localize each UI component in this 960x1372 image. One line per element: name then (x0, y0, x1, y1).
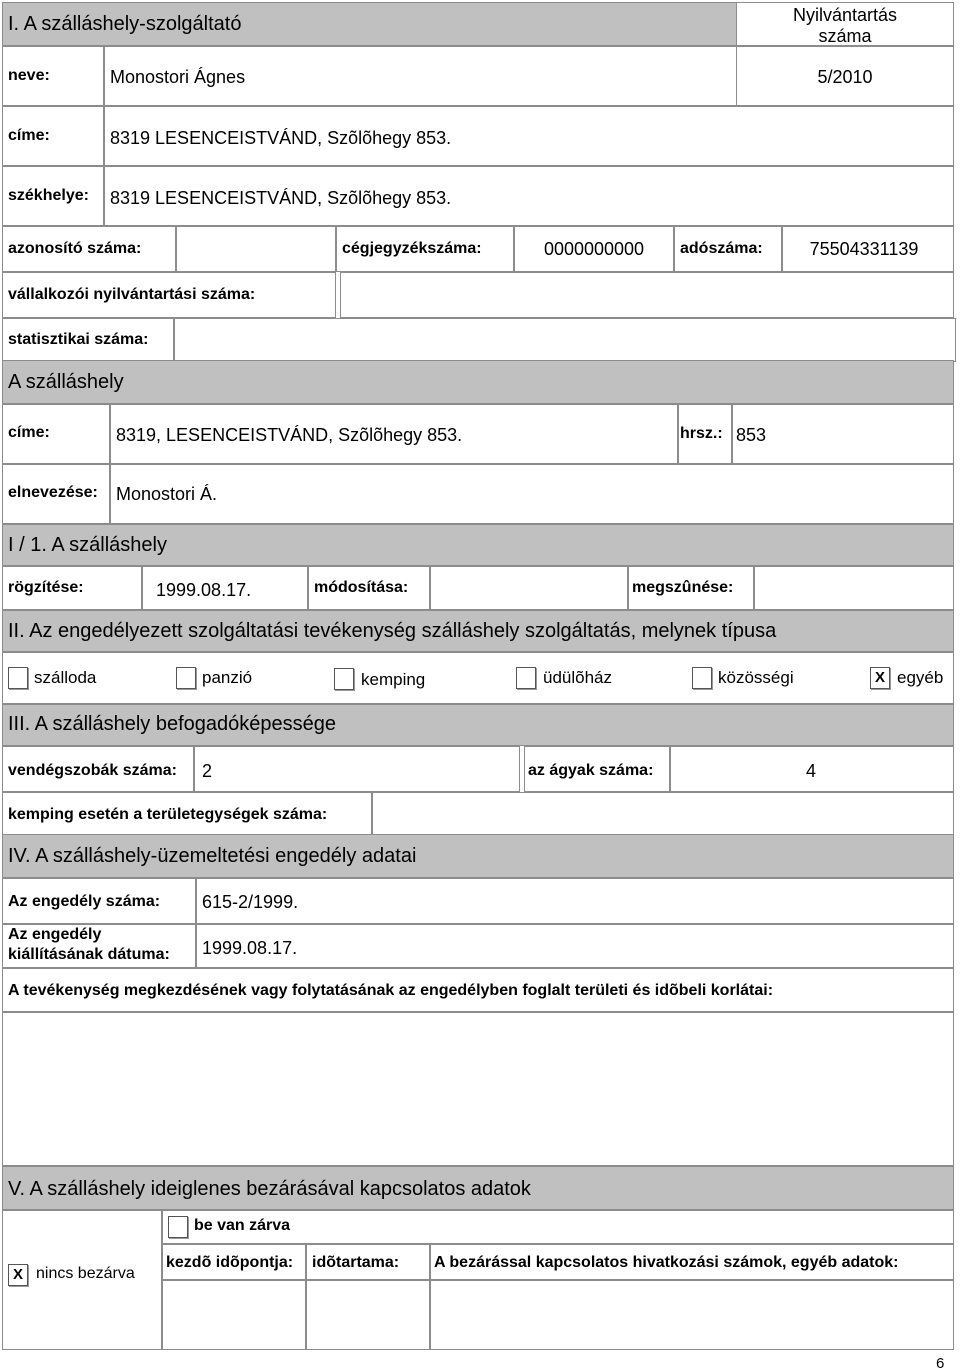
company-reg-label: cégjegyzékszáma: (342, 240, 482, 257)
page-number: 6 (936, 1355, 945, 1372)
entrepreneur-value-cell (340, 272, 954, 318)
company-reg-value: 0000000000 (543, 239, 645, 259)
issue-value: 1999.08.17. (202, 938, 298, 958)
restrictions-label: A tevékenység megkezdésének vagy folytatásának az engedélyben foglalt területi és idõbeli korlátai: (8, 982, 774, 999)
start-label: kezdõ idõpontja: (166, 1254, 294, 1271)
acc-address-value: 8319, LESENCEISTVÁND, Szõlõhegy 853. (116, 425, 463, 445)
registry-label-line1: Nyilvántartás (792, 5, 898, 25)
stat-value-cell (174, 318, 956, 362)
camping-value-cell (372, 792, 954, 836)
duration-value-cell (306, 1280, 430, 1350)
hrsz-value: 853 (736, 425, 767, 445)
acc-name-value: Monostori Á. (116, 484, 218, 504)
section1-1-title: I / 1. A szálláshely (8, 534, 167, 556)
type-label-kemping: kemping (361, 670, 426, 689)
acc-address-label: címe: (8, 424, 50, 441)
type-checkbox-kozossegi[interactable] (692, 667, 712, 689)
recorded-label: rögzítése: (8, 579, 84, 596)
type-checkbox-udulohaz[interactable] (516, 667, 536, 689)
type-checkbox-kemping[interactable] (334, 668, 354, 690)
section5-title: V. A szálláshely ideiglenes bezárásával kapcsolatos adatok (8, 1178, 531, 1200)
address-label: címe: (8, 127, 50, 144)
id-value-cell (176, 226, 336, 272)
section2-title: II. Az engedélyezett szolgáltatási tevékenység szálláshely szolgáltatás, melynek típusa (8, 620, 777, 642)
type-label-egyeb: egyéb (897, 668, 944, 687)
seat-label: székhelye: (8, 187, 89, 204)
permit-no-value-cell (196, 878, 954, 924)
accommodation-header (2, 360, 954, 404)
name-label: neve: (8, 67, 50, 84)
name-value: Monostori Ágnes (110, 67, 246, 87)
beds-value: 4 (806, 761, 817, 781)
acc-name-label: elnevezése: (8, 484, 98, 501)
ended-value-cell (754, 566, 954, 610)
permit-no-value: 615-2/1999. (202, 892, 299, 912)
type-label-szalloda: szálloda (34, 668, 97, 687)
id-label: azonosító száma: (8, 240, 142, 257)
refs-value-cell (430, 1280, 954, 1350)
section3-title: III. A szálláshely befogadóképessége (8, 713, 337, 735)
modified-value-cell (430, 566, 628, 610)
type-checkbox-egyeb[interactable]: X (870, 667, 890, 689)
restrictions-value-cell (2, 1012, 954, 1166)
beds-label: az ágyak száma: (528, 762, 654, 779)
tax-value: 75504331139 (809, 239, 919, 259)
hrsz-label: hrsz.: (680, 425, 723, 442)
closed-label: be van zárva (194, 1217, 291, 1234)
stat-label: statisztikai száma: (8, 331, 149, 348)
rooms-value: 2 (202, 761, 213, 781)
tax-label: adószáma: (680, 240, 763, 257)
types-row (2, 652, 954, 704)
registry-label-line2: száma (818, 26, 872, 46)
type-label-udulohaz: üdülõház (543, 668, 613, 687)
entrepreneur-label: vállalkozói nyilvántartási száma: (8, 286, 256, 303)
type-checkbox-szalloda[interactable] (8, 667, 28, 689)
type-label-panzio: panzió (202, 668, 253, 687)
address-value: 8319 LESENCEISTVÁND, Szõlõhegy 853. (110, 128, 452, 148)
recorded-value: 1999.08.17. (156, 580, 252, 600)
issue-label-line2: kiállításának dátuma: (8, 946, 170, 963)
ended-label: megszûnése: (632, 579, 734, 596)
refs-label: A bezárással kapcsolatos hivatkozási számok, egyéb adatok: (434, 1254, 899, 1271)
not-closed-checkbox[interactable]: X (8, 1264, 28, 1286)
rooms-label: vendégszobák száma: (8, 762, 177, 779)
permit-no-label: Az engedély száma: (8, 893, 161, 910)
rooms-value-cell (194, 746, 520, 792)
type-label-kozossegi: közösségi (718, 668, 794, 687)
closed-checkbox[interactable] (168, 1216, 188, 1238)
modified-label: módosítása: (314, 579, 409, 596)
camping-label: kemping esetén a területegységek száma: (8, 806, 328, 823)
issue-label-line1: Az engedély (8, 926, 102, 943)
duration-label: idõtartama: (312, 1254, 400, 1271)
start-value-cell (162, 1280, 306, 1350)
type-checkbox-panzio[interactable] (176, 667, 196, 689)
not-closed-label: nincs bezárva (36, 1265, 135, 1282)
issue-value-cell (196, 924, 954, 968)
section1-title: I. A szálláshely-szolgáltató (8, 13, 242, 35)
acc-name-value-cell (110, 464, 954, 524)
seat-value: 8319 LESENCEISTVÁND, Szõlõhegy 853. (110, 188, 452, 208)
accommodation-title: A szálláshely (8, 371, 124, 393)
registry-value: 5/2010 (817, 67, 873, 87)
section4-title: IV. A szálláshely-üzemeltetési engedély adatai (8, 845, 417, 867)
